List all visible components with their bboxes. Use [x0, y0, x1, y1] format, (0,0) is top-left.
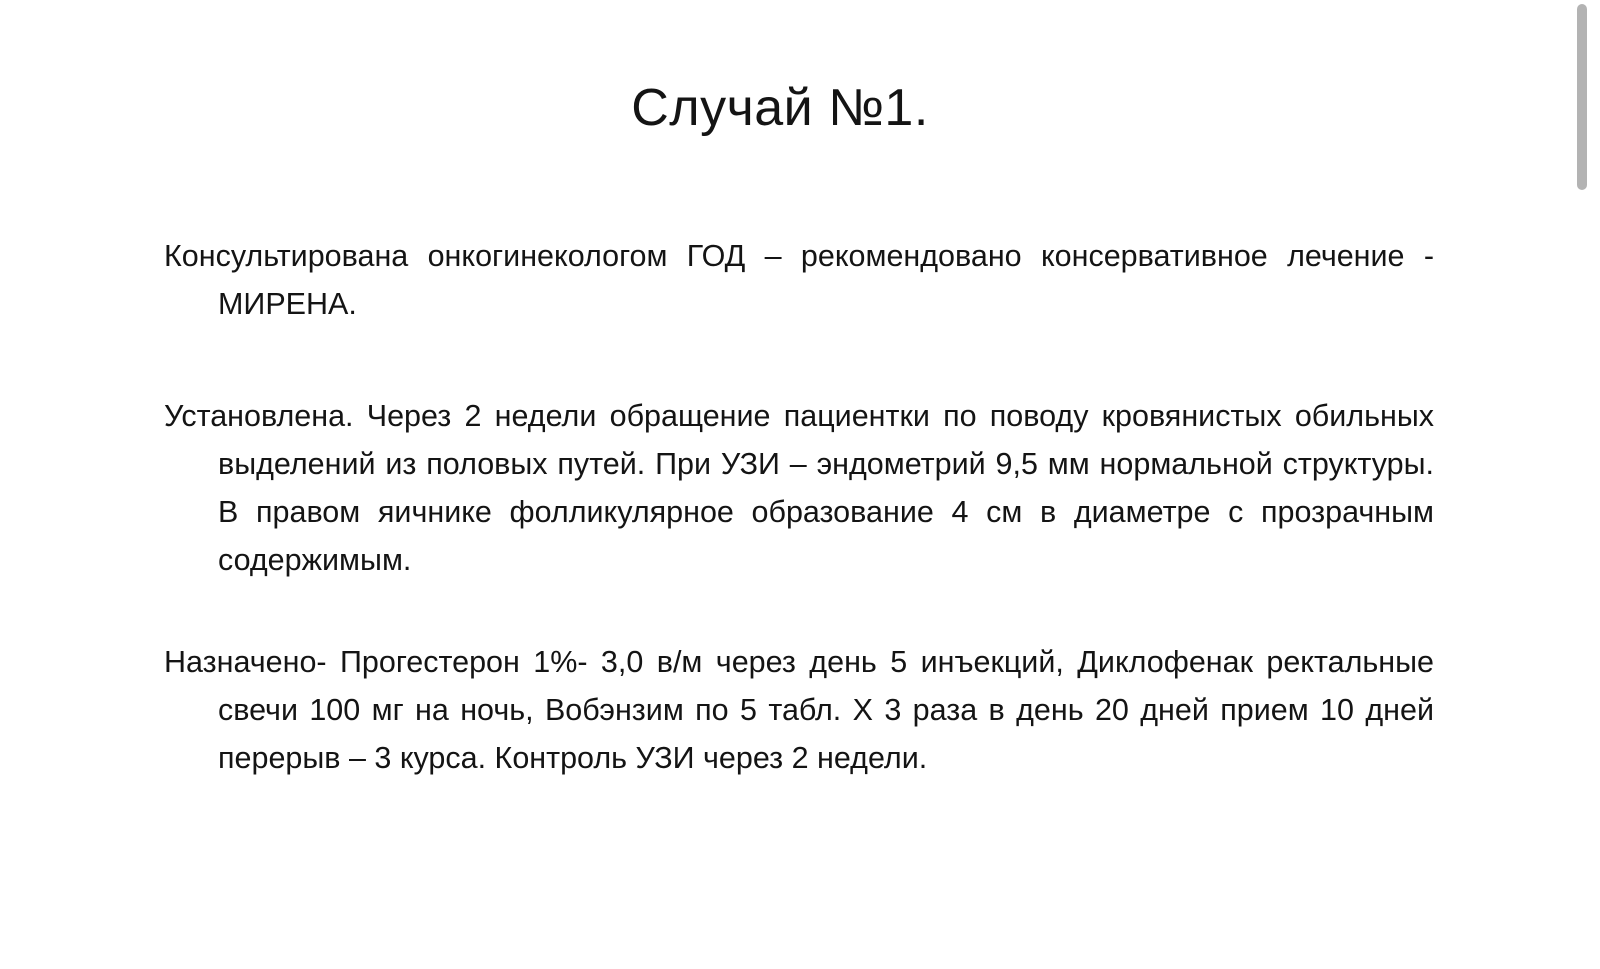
paragraph-prescription: [164, 638, 1434, 782]
paragraph-text: Назначено- Прогестерон 1%- 3,0 в/м через день 5 инъекций, Диклофенак ректальные свечи 100 мг на ночь, Вобэнзим по 5 табл. Х 3 раза в день 20 дней прием 10 дней перерыв – 3 курса. Контроль УЗИ через 2 недели.: [164, 645, 1434, 775]
vertical-scrollbar[interactable]: [1560, 0, 1600, 969]
paragraph-consultation: [164, 232, 1434, 328]
scrollbar-thumb[interactable]: [1577, 4, 1587, 190]
paragraph-text: Установлена. Через 2 недели обращение пациентки по поводу кровянистых обильных выделений из половых путей. При УЗИ – эндометрий 9,5 мм нормальной структуры. В правом яичнике фолликулярное образование 4 см в диаметре с прозрачным содержимым.: [164, 399, 1434, 577]
paragraph-installation: [164, 392, 1434, 584]
paragraph-text: Консультирована онкогинекологом ГОД – рекомендовано консервативное лечение - МИРЕНА.: [164, 239, 1434, 321]
slide-title: Случай №1.: [631, 79, 929, 137]
